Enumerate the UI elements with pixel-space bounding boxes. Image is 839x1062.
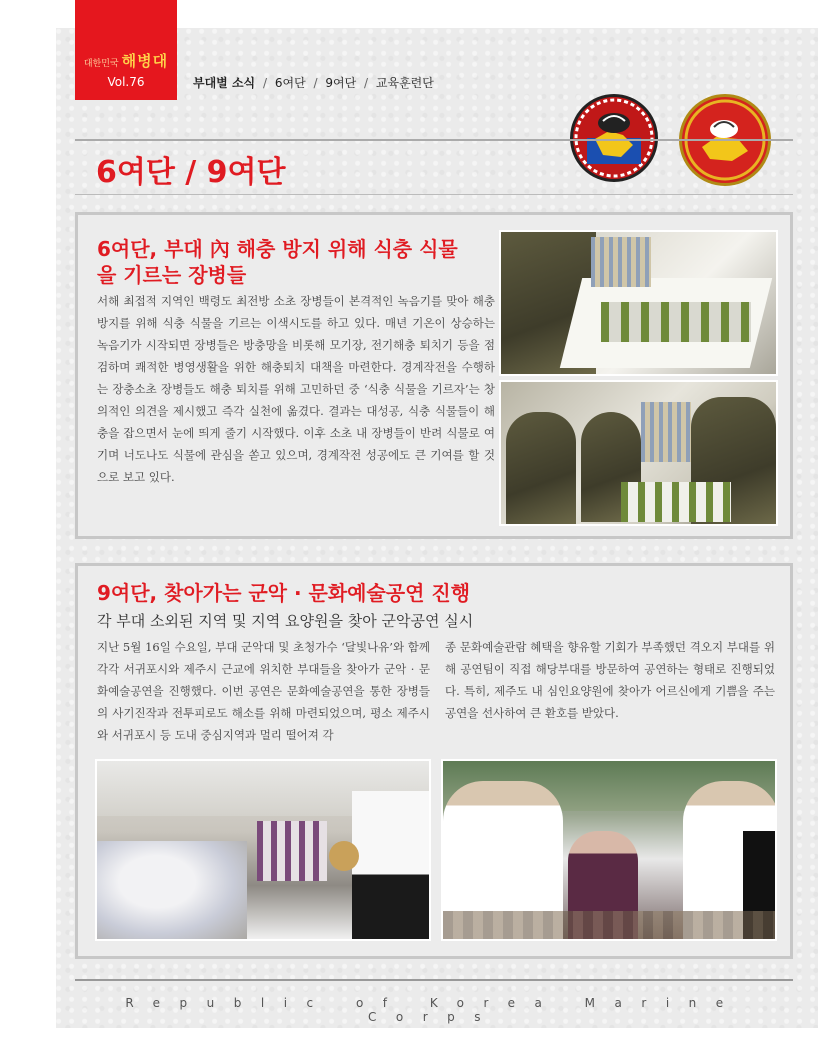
article2-body-right: 종 문화예술관람 혜택을 향유할 기회가 부족했던 격오지 부대를 위해 공연팀이 직접 해당부대를 방문하여 공연하는 형태로 진행되었다. 특히, 제주도 내 심인요양원에 찾아가 어르신에게 기쁨을 주는 공연을 선사하여 큰 환호를 받았다. [445,640,775,720]
brigade-6-emblem-icon [570,94,658,182]
photo-three-soldiers-with-plants [499,380,778,526]
brand-big: 해병대 [121,52,169,70]
magazine-badge [75,0,177,100]
breadcrumb-item-training: 교육훈련단 [375,76,434,90]
breadcrumb: 부대별 소식 / 6여단 / 9여단 / 교육훈련단 [193,76,434,90]
breadcrumb-item-9th: 9여단 [325,76,357,90]
breadcrumb-section: 부대별 소식 [193,76,256,90]
footer-divider [75,979,793,981]
article-9th-brigade [75,563,793,959]
brand-small: 대한민국 [83,59,119,69]
breadcrumb-item-6th: 6여단 [274,76,306,90]
page-title: 6여단 / 9여단 [96,155,286,190]
footer-text: Republic of Korea Marine Corps [125,996,743,1024]
title-divider [75,139,793,141]
brand-logo [75,50,177,71]
photo-soldier-arranging-plants [499,230,778,376]
title-divider-bottom [75,194,793,195]
article1-body: 서해 최접적 지역인 백령도 최전방 소초 장병들이 본격적인 녹음기를 맞아 해충 방지를 위해 식충 식물을 기르는 이색시도를 하고 있다. 매년 기온이 상승하는 녹음기가 시작되면 장병들은 방충망을 비롯해 모기장, 전기해충 퇴치기 등을 점검하며 쾌적한 병영생활을 위한 해충퇴치 대책을 마련한다. 경계작전을 수행하는 장충소초 장병들도 해충 퇴치를 위해 고민하던 중 ‘식충 식물을 기르자’는 창의적인 의견을 제시했고 즉각 실천에 옮겼다. 결과는 대성공, 식충 식물들이 해충을 잡으면서 눈에 띄게 줄기 시작했다. 이후 소초 내 장병들이 반려 식물로 여기며 너도나도 식물에 관심을 쏟고 있으며, 경계작전 성공에도 큰 기여를 할 것으로 보고 있다. [97,294,495,484]
volume-label: Vol.76 [107,75,145,89]
article2-body-left: 지난 5월 16일 수요일, 부대 군악대 및 초청가수 ‘달빛나유’와 함께 각각 서귀포시와 제주시 근교에 위치한 부대들을 찾아가 군악 · 문화예술공연을 진행했다. 이번 공연은 문화예술공연을 통한 장병들의 사기진작과 전투피로도 해소를 위해 마련되었으며, 평소 제주시와 서귀포시 등 도내 중심지역과 멀리 떨어져 각 [97,640,430,742]
article1-headline: 6여단, 부대 內 해충 방지 위해 식충 식물을 기르는 장병들 [97,237,458,287]
article-6th-brigade [75,212,793,539]
photo-marine-with-elderly [441,759,777,941]
photo-band-at-nursing-home [95,759,431,941]
article2-subheadline: 각 부대 소외된 지역 및 지역 요양원을 찾아 군악공연 실시 [97,612,474,630]
article2-headline: 9여단, 찾아가는 군악 · 문화예술공연 진행 [97,581,471,605]
